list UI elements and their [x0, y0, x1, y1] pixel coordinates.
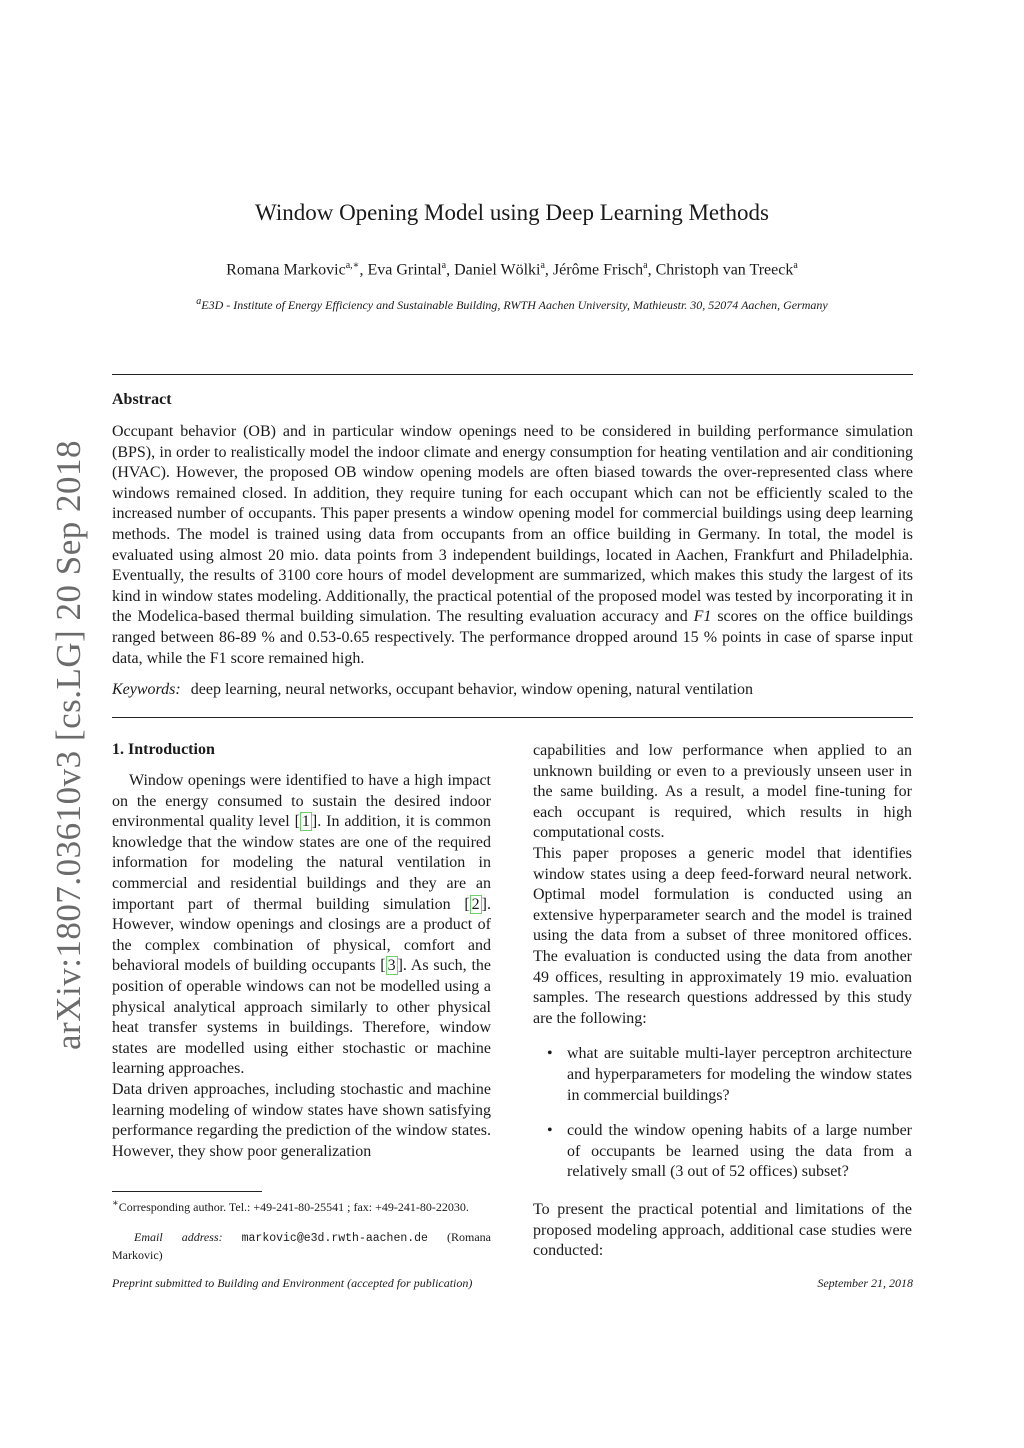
left-column	[112, 771, 491, 1162]
footnote-text: Corresponding author. Tel.: +49-241-80-25541 ; fax: +49-241-80-22030.	[118, 1200, 469, 1214]
bullet-icon: •	[547, 1045, 553, 1063]
affiliation-text: E3D - Institute of Energy Efficiency and Sustainable Building, RWTH Aachen University, Mathieustr. 30, 52074 Aachen, Germany	[201, 298, 828, 312]
keywords	[112, 681, 913, 699]
research-questions-list	[533, 1044, 912, 1183]
author-name: Romana Markovic	[226, 261, 346, 279]
list-item-text: what are suitable multi-layer perceptron architecture and hyperparameters for modeling the window states in commercial buildings?	[567, 1045, 912, 1104]
list-item	[547, 1044, 912, 1106]
footnote-corresponding	[112, 1196, 491, 1215]
intro-text: ]. However, window openings and closings are a product of the complex combination of physical, comfort and behavioral models of building occupants [	[112, 895, 491, 975]
footer-preprint-note: Preprint submitted to Building and Environment (accepted for publication)	[112, 1276, 473, 1290]
bullet-icon: •	[547, 1122, 553, 1140]
citation-link[interactable]: 2	[471, 895, 480, 913]
author-affil-mark: a	[540, 260, 545, 271]
author-affil-mark: a	[793, 260, 798, 271]
f1-term: F1	[693, 608, 712, 626]
keywords-text: deep learning, neural networks, occupant behavior, window opening, natural ventilation	[190, 681, 754, 698]
section-heading-introduction: 1. Introduction	[112, 741, 215, 758]
right-column	[533, 741, 912, 1198]
email-address[interactable]: markovic@e3d.rwth-aachen.de	[241, 1232, 428, 1245]
abstract-bottom-rule	[112, 717, 913, 718]
email-label: Email address:	[134, 1230, 223, 1244]
intro-paragraph-4: This paper proposes a generic model that identifies window states using a deep feed-forward neural network. Optimal model formulation is conducted using an extensive hyperparameter search and the model is trained using the data from a subset of three monitored offices. The evaluation is conducted using the data from another 49 offices, resulting in approximately 19 mio. evaluation samples. The research questions addressed by this study are the following:	[533, 844, 912, 1027]
author-affil-mark: a	[441, 260, 447, 271]
paper-title: Window Opening Model using Deep Learning Methods	[255, 200, 769, 225]
author-name: Jérôme Frisch	[552, 261, 644, 279]
intro-text: Window openings were identified to have a high impact on the energy consumed to sustain the desired indoor environmental quality level [	[112, 772, 491, 831]
intro-paragraph-3: capabilities and low performance when applied to an unknown building or even to a previously unseen user in the same building. As a result, a model fine-tuning for each occupant is required, which results in high computational costs.	[533, 742, 912, 842]
author-name: Christoph van Treeck	[655, 261, 794, 279]
footnote-rule	[112, 1191, 262, 1192]
affiliation	[112, 296, 912, 313]
abstract-text	[112, 422, 913, 669]
abstract-body-end: scores on the office buildings ranged between 86-89 % and 0.53-0.65 respectively. The performance dropped around 15 % points in case of sparse input data, while the F1 score remained high.	[112, 608, 914, 667]
citation-link[interactable]: 3	[387, 957, 396, 975]
abstract-heading: Abstract	[112, 391, 172, 408]
arxiv-stamp: arXiv:1807.03610v3 [cs.LG] 20 Sep 2018	[49, 439, 88, 1050]
footer-date: September 21, 2018	[817, 1276, 913, 1290]
list-item	[547, 1121, 912, 1183]
email-owner: (Romana Markovic)	[112, 1230, 491, 1262]
footnote-mark: ∗	[112, 1198, 119, 1209]
list-item-text: could the window opening habits of a large number of occupants be learned using the data from a relatively small (3 out of 52 offices) subset?	[567, 1122, 912, 1181]
author-affil-mark: a	[643, 260, 648, 271]
author-affil-mark: a,∗	[345, 260, 360, 271]
top-rule	[112, 374, 913, 375]
intro-paragraph-5: To present the practical potential and limitations of the proposed modeling approach, additional case studies were conducted:	[533, 1201, 912, 1260]
keywords-label: Keywords:	[112, 681, 181, 698]
intro-text: ]. In addition, it is common knowledge that the window states are one of the required information for modeling the natural ventilation in commercial and residential buildings and they are an important part of thermal building simulation [	[112, 813, 491, 913]
author-list: Romana Markovic$^{a,∗}$, Eva Grintal$^a$, Daniel Wölki$^a$, Jérôme Frisch$^a$, Christoph van Treeck$^a$	[226, 260, 798, 279]
author-name: Eva Grintal	[367, 261, 442, 279]
intro-paragraph-2: Data driven approaches, including stochastic and machine learning modeling of window states have shown satisfying performance regarding the prediction of the window states. However, they show poor generalization	[112, 1080, 491, 1160]
affiliation-mark: a	[196, 296, 202, 307]
author-name: Daniel Wölki	[454, 261, 541, 279]
footnote-email	[112, 1229, 491, 1263]
abstract-body: Occupant behavior (OB) and in particular window openings need to be considered in building performance simulation (BPS), in order to realistically model the indoor climate and energy consumption for heating ventilation and air conditioning (HVAC). However, the proposed OB window opening models are often biased towards the over-represented class where windows remained closed. In addition, they require tuning for each occupant which can not be efficiently scaled to the increased number of occupants. This paper presents a window opening model for commercial buildings using deep learning methods. The model is trained using data from occupants from an office building in Germany. In total, the model is evaluated using almost 20 mio. data points from 3 independent buildings, located in Aachen, Frankfurt and Philadelphia. Eventually, the results of 3100 core hours of model development are summarized, which makes this study the largest of its kind in window states modeling. Additionally, the practical potential of the proposed model was tested by incorporating it in the Modelica-based thermal building simulation. The resulting evaluation accuracy and	[112, 423, 913, 626]
citation-link[interactable]: 1	[301, 813, 310, 831]
intro-paragraph-1	[112, 771, 491, 1080]
intro-text: ]. As such, the position of operable windows can not be modelled using a physical analytical approach similarly to other physical heat transfer systems in buildings. Therefore, window states are modelled using either stochastic or machine learning approaches.	[112, 957, 491, 1078]
